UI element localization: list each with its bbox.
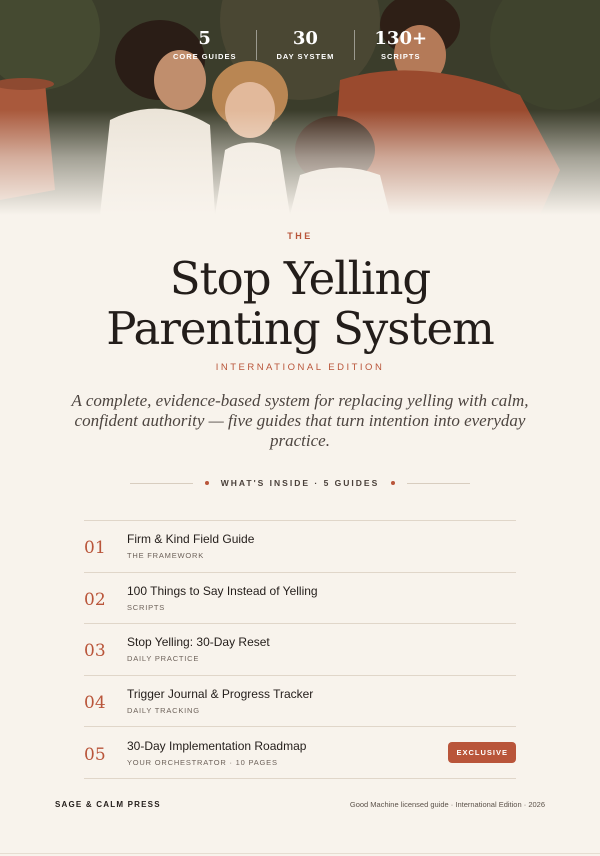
list-item [84, 521, 516, 573]
stat-day-system [256, 28, 354, 61]
stat-label: CORE GUIDES [172, 52, 237, 61]
guide-subtitle: SCRIPTS [127, 602, 166, 612]
divider-line [130, 483, 193, 484]
guide-number: 05 [84, 744, 106, 765]
list-item [84, 676, 516, 728]
publisher-name: SAGE & CALM PRESS [55, 800, 161, 809]
stat-value: 5 [198, 28, 211, 49]
hero-photo [0, 0, 600, 215]
guide-title: Trigger Journal & Progress Tracker [127, 687, 314, 702]
page-title [0, 254, 600, 354]
title-line-1: Stop Yelling [169, 252, 431, 305]
list-item [84, 573, 516, 625]
guide-subtitle: THE FRAMEWORK [127, 551, 205, 561]
stat-core-guides [153, 28, 257, 61]
stat-value: 30 [292, 28, 318, 49]
stat-scripts [354, 28, 447, 61]
guide-number: 01 [84, 538, 106, 559]
guide-number: 04 [84, 693, 106, 714]
list-item [84, 727, 516, 779]
guide-title: 100 Things to Say Instead of Yelling [127, 583, 318, 598]
license-text: Good Machine licensed guide · International Edition · 2026 [349, 800, 545, 809]
guide-title: 30-Day Implementation Roadmap [127, 738, 307, 753]
stats-row [0, 28, 600, 61]
stat-label: SCRIPTS [380, 52, 421, 61]
whats-inside-divider [130, 477, 470, 489]
stat-value: 130+ [374, 28, 428, 49]
list-item [84, 624, 516, 676]
footer [55, 800, 545, 809]
title-kicker: THE [287, 231, 313, 241]
guide-title: Firm & Kind Field Guide [127, 532, 255, 547]
whats-inside-label: WHAT'S INSIDE · 5 GUIDES [220, 478, 380, 488]
divider-line [407, 483, 470, 484]
dot-icon [391, 481, 395, 485]
title-line-2: Parenting System [106, 302, 494, 355]
guide-list [84, 520, 516, 779]
hero-fade [0, 110, 600, 215]
subtitle: A complete, evidence-based system for replacing yelling with calm, confident authority — five guides that turn intention into everyday practice. [71, 391, 529, 450]
guide-subtitle: DAILY PRACTICE [127, 654, 200, 664]
guide-subtitle: DAILY TRACKING [127, 706, 200, 716]
guide-number: 03 [84, 641, 106, 662]
guide-number: 02 [84, 589, 106, 610]
dot-icon [205, 481, 209, 485]
guide-subtitle: YOUR ORCHESTRATOR · 10 PAGES [127, 757, 278, 767]
guide-title: Stop Yelling: 30-Day Reset [127, 635, 270, 650]
edition-label: INTERNATIONAL EDITION [215, 362, 385, 373]
stat-label: DAY SYSTEM [276, 52, 335, 61]
exclusive-badge: EXCLUSIVE [448, 742, 516, 763]
bottom-divider [0, 853, 600, 854]
